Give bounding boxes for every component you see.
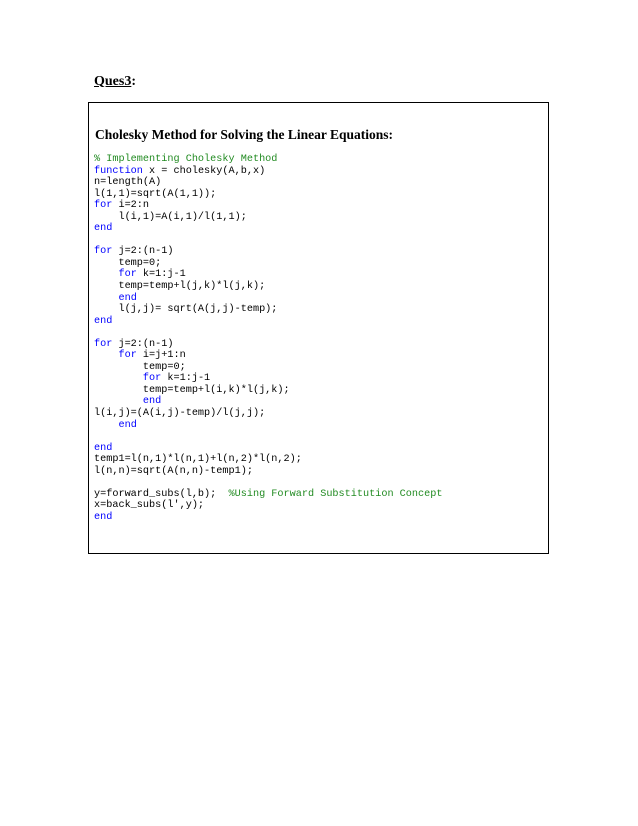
code-line [94,166,442,178]
code-text: x=back_subs(l',y); [94,500,205,512]
code-keyword: for [142,373,162,385]
code-line [94,339,442,351]
question-heading [94,74,136,90]
code-text: l(n,n)=sqrt(A(n,n)-temp1); [94,465,253,477]
code-keyword: end [118,419,137,431]
code-line [94,443,442,455]
code-text [94,396,143,407]
code-keyword: function [94,165,143,177]
code-line [94,212,442,224]
code-text: j=2:(n-1) [112,338,174,350]
code-line [94,477,442,489]
code-keyword: for [94,338,113,350]
code-keyword: for [94,200,113,212]
code-box [88,102,549,554]
code-text [94,373,143,384]
code-text: k=1:j-1 [161,373,211,385]
code-keyword: for [118,269,137,281]
code-line [94,466,442,478]
code-text [94,420,118,431]
code-line [94,177,442,189]
code-text: temp=temp+l(j,k)*l(j,k); [94,281,266,293]
code-line [94,189,442,201]
code-line [94,327,442,339]
code-text: l(j,j)= sqrt(A(j,j)-temp); [94,304,278,316]
code-line [94,154,442,166]
code-line [94,246,442,258]
code-line [94,258,442,270]
code-text [94,269,118,280]
code-comment: % Implementing Cholesky Method [94,154,278,165]
code-text: l(i,1)=A(i,1)/l(1,1); [94,211,247,223]
code-text: k=1:j-1 [136,269,186,281]
code-comment: %Using Forward Substitution Concept [228,488,443,500]
code-line [94,281,442,293]
code-text: y=forward_subs(l,b); [94,488,229,500]
code-text: l(i,j)=(A(i,j)-temp)/l(j,j); [94,408,266,420]
code-text: j=2:(n-1) [112,246,174,258]
code-line [94,304,442,316]
code-text: n=length(A) [94,177,162,189]
code-text: temp=0; [94,257,162,269]
code-line [94,200,442,212]
code-text: l(1,1)=sqrt(A(1,1)); [94,188,217,200]
code-line [94,269,442,281]
code-line [94,385,442,397]
code-text [94,293,118,304]
code-keyword: for [94,246,113,258]
code-line [94,454,442,466]
code-keyword: end [142,396,162,408]
code-text: i=j+1:n [136,350,186,362]
section-title: Cholesky Method for Solving the Linear Equations: [95,127,394,142]
code-keyword: end [94,511,113,523]
code-keyword: end [94,223,113,235]
code-line [94,420,442,432]
code-text: i=2:n [112,200,150,212]
code-line [94,350,442,362]
code-text: temp=0; [94,361,186,373]
question-label: Ques3 [94,74,132,89]
question-colon: : [131,74,137,89]
code-line [94,223,442,235]
code-line [94,373,442,385]
code-line [94,489,442,501]
code-line [94,316,442,328]
code-text: temp1=l(n,1)*l(n,1)+l(n,2)*l(n,2); [94,454,302,466]
code-text [94,350,118,361]
code-text: x = cholesky(A,b,x) [142,165,266,177]
code-line [94,293,442,305]
code-line [94,408,442,420]
code-line [94,512,442,524]
code-block [94,154,442,524]
code-keyword: for [118,350,137,362]
code-line [94,235,442,247]
code-line [94,431,442,443]
code-keyword: end [118,292,137,304]
code-line [94,362,442,374]
code-line [94,396,442,408]
code-line [94,500,442,512]
code-keyword: end [94,442,113,454]
code-text: temp=temp+l(i,k)*l(j,k); [94,384,290,396]
code-keyword: end [94,315,113,327]
